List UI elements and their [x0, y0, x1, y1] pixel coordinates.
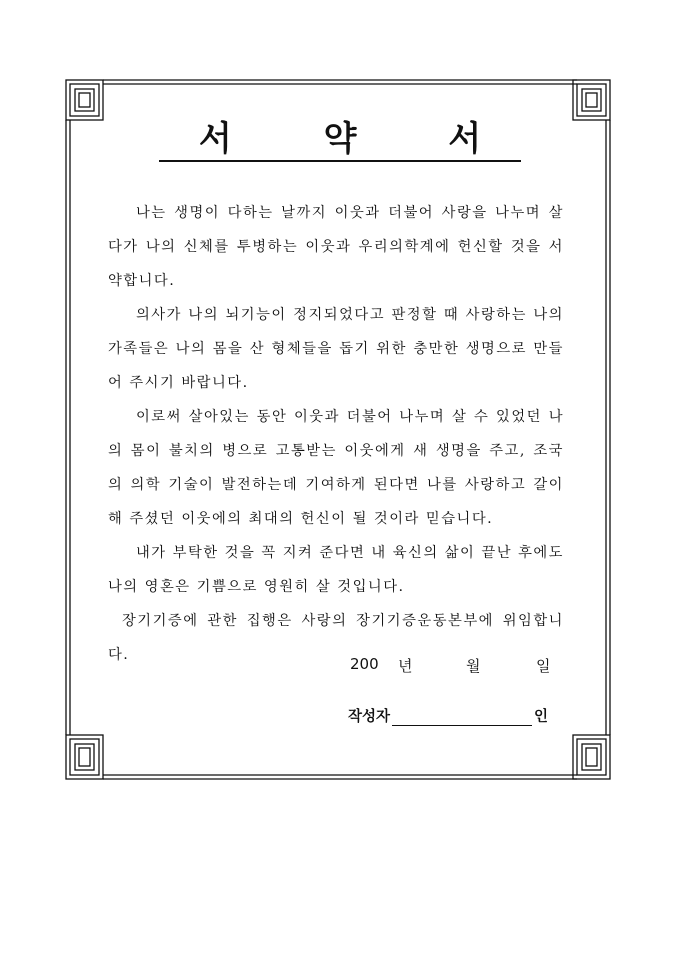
paragraph-5: 장기기증에 관한 집행은 사랑의 장기기증운동본부에 위임합니다.: [108, 613, 564, 663]
corner-ornament-top-left: [66, 80, 103, 120]
date-year: 200: [350, 655, 379, 673]
signature-line: [348, 705, 548, 726]
signature-blank[interactable]: [392, 707, 532, 726]
date-month-unit: 월: [466, 657, 481, 675]
paragraph-1: 나는 생명이 다하는 날까지 이웃과 더불어 사랑을 나누며 살다가 나의 신체를 투병하는 이웃과 우리의학계에 헌신할 것을 서약합니다.: [108, 205, 564, 289]
date-year-unit: 년: [398, 657, 413, 675]
corner-ornament-bottom-left: [66, 735, 103, 779]
date-day-unit: 일: [536, 657, 551, 675]
paragraph-2: 의사가 나의 뇌기능이 정지되었다고 판정할 때 사랑하는 나의 가족들은 나의 몸을 산 형체들을 돕기 위한 충만한 생명으로 만들어 주시기 바랍니다.: [108, 307, 564, 391]
paragraph-4: 내가 부탁한 것을 꼭 지켜 준다면 내 육신의 삶이 끝난 후에도 나의 영혼은 기쁨으로 영원히 살 것입니다.: [108, 545, 564, 595]
signature-label: 작성자: [348, 709, 391, 725]
corner-ornament-top-right: [573, 80, 610, 120]
document-body: [108, 196, 564, 672]
signature-seal: 인: [534, 709, 549, 725]
document-title: 서 약 서: [159, 118, 521, 162]
paragraph-3: 이로써 살아있는 동안 이웃과 더불어 나누며 살 수 있었던 나의 몸이 불치의 병으로 고통받는 이웃에게 새 생명을 주고, 조국의 의학 기술이 발전하는데 기여하게 된다면 나를 사랑하고 갈이해 주셨던 이웃에의 최대의 헌신이 될 것이라 믿습니다.: [108, 409, 564, 527]
corner-ornament-bottom-right: [573, 735, 610, 779]
document-title-wrap: [0, 118, 680, 162]
